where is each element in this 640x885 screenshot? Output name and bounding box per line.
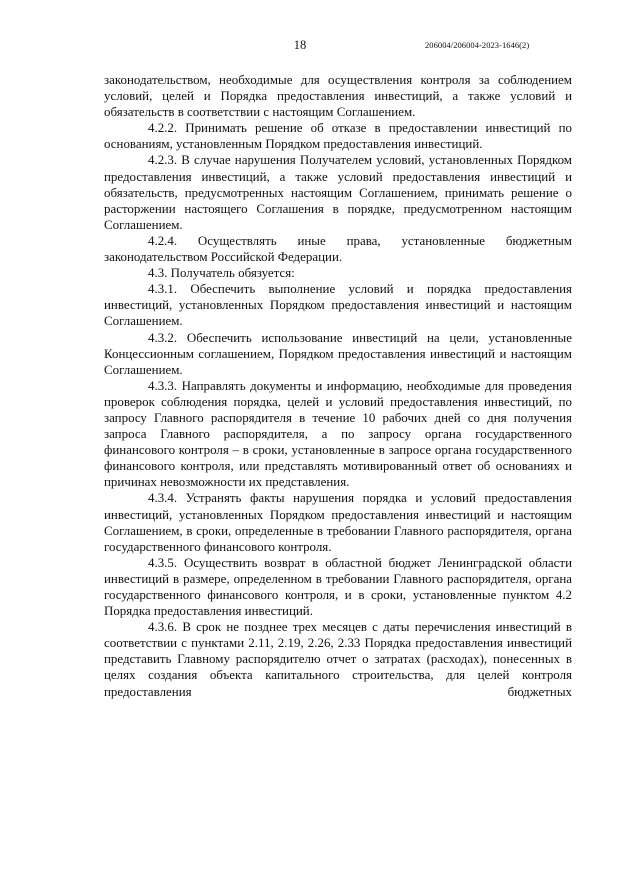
paragraph-4-3-1: 4.3.1. Обеспечить выполнение условий и порядка предоставления инвестиций, установленных Порядком предоставления инвестиций и настоящим Соглашением. (104, 281, 572, 329)
document-id: 206004/206004-2023-1646(2) (425, 40, 530, 50)
paragraph-4-3-5: 4.3.5. Осуществить возврат в областной бюджет Ленинградской области инвестиций в размере, определенном в требовании Главного распорядителя, органа государственного финансового контроля, и в сроки, установленные пунктом 4.2 Порядка предоставления инвестиций. (104, 554, 572, 619)
paragraph-4-2-3: 4.2.3. В случае нарушения Получателем условий, установленных Порядком предоставления инвестиций, а также условий предоставления инвестиций и обязательств, предусмотренных настоящим Соглашением, принимать решение о расторжении настоящего Соглашения в порядке, предусмотренном настоящим Соглашением. (104, 152, 572, 232)
paragraph-4-3: 4.3. Получатель обязуется: (148, 265, 295, 281)
paragraph-continuation: законодательством, необходимые для осуществления контроля за соблюдением условий, целей и Порядка предоставления инвестиций, а также условий и обязательств в соответствии с настоящим Соглашением. (104, 72, 572, 120)
page-number: 18 (293, 38, 307, 52)
paragraph-4-3-4: 4.3.4. Устранять факты нарушения порядка и условий предоставления инвестиций, установленных Порядком предоставления инвестиций и настоящим Соглашением, в сроки, определенные в требовании Главного распорядителя, органа государственного финансового контроля. (104, 490, 572, 554)
paragraph-4-3-3: 4.3.3. Направлять документы и информацию, необходимые для проведения проверок соблюдения порядка, целей и условий предоставления инвестиций, по запросу Главного распорядителя в течение 10 рабочих дней со дня получения запроса Главного распорядителя, а по запросу органа государственного финансового контроля – в сроки, установленные в запросе органа государственного финансового контроля, или представлять мотивированный ответ об основаниях и причинах невозможности их представления. (104, 377, 572, 490)
paragraph-4-3-2: 4.3.2. Обеспечить использование инвестиций на цели, установленные Концессионным соглашением, Порядком предоставления инвестиций и настоящим Соглашением. (104, 329, 572, 377)
paragraph-4-2-2: 4.2.2. Принимать решение об отказе в предоставлении инвестиций по основаниям, установленным Порядком предоставления инвестиций. (104, 120, 572, 152)
paragraph-4-3-6: 4.3.6. В срок не позднее трех месяцев с даты перечисления инвестиций в соответствии с пунктами 2.11, 2.19, 2.26, 2.33 Порядка предоставления инвестиций представить Главному распорядителю отчет о затратах (расходах), понесенных в целях создания объекта капитального строительства, для целей контроля предоставления бюджетных (104, 619, 572, 699)
paragraph-4-2-4: 4.2.4. Осуществлять иные права, установленные бюджетным законодательством Российской Федерации. (104, 232, 572, 265)
document-body (104, 72, 572, 700)
